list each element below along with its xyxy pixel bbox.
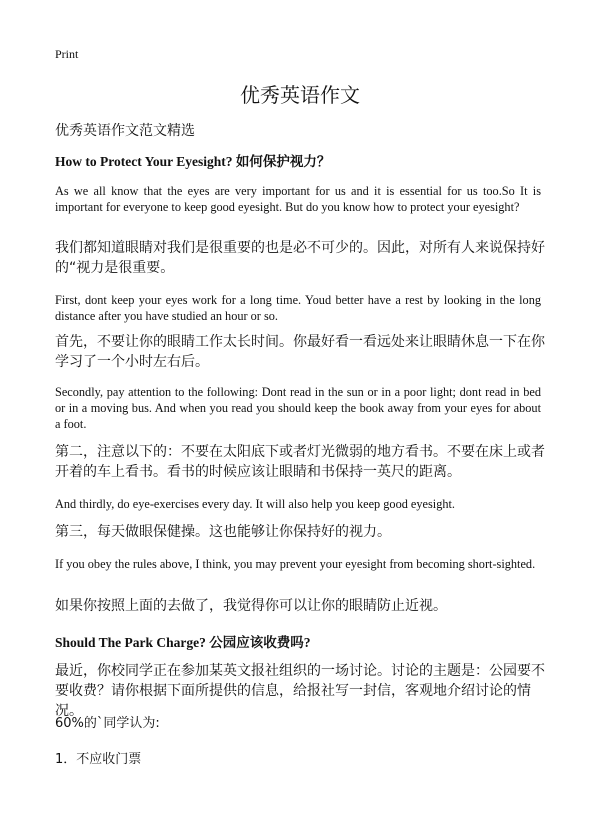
paragraph-english: If you obey the rules above, I think, you may prevent your eyesight from becoming short-sighted. [55, 557, 536, 571]
section-heading-park: Should The Park Charge? 公园应该收费吗? [55, 635, 311, 650]
paragraph-chinese: 第三，每天做眼保健操。这也能够让你保持好的视力。 [55, 524, 391, 540]
section-heading-eyesight: How to Protect Your Eyesight? 如何保护视力？ [55, 154, 331, 169]
paragraph-english: First, dont keep your eyes work for a long time. Youd better have a rest by looking in the long distance after you have studied an hour or so. [55, 293, 541, 323]
list-intro: 60%的`同学认为: [55, 716, 160, 731]
page-subtitle: 优秀英语作文范文精选 [55, 123, 195, 139]
paragraph-chinese: 我们都知道眼睛对我们是很重要的也是必不可少的。因此，对所有人来说保持好的“视力是很重要。 [55, 240, 545, 276]
list-item: 1．不应收门票 [55, 752, 142, 767]
page-title: 优秀英语作文 [240, 83, 360, 107]
paragraph-english: Secondly, pay attention to the following: Dont read in the sun or in a poor light; dont read in bed or in a moving bus. And when you read you should keep the book away from your eyes for about a foot. [55, 385, 541, 431]
paragraph-chinese: 第二，注意以下的：不要在太阳底下或者灯光微弱的地方看书。不要在床上或者开着的车上看书。看书的时候应该让眼睛和书保持一英尺的距离。 [55, 444, 545, 480]
paragraph-chinese: 首先，不要让你的眼睛工作太长时间。你最好看一看远处来让眼睛休息一下在你学习了一个小时左右后。 [55, 334, 545, 370]
print-link[interactable]: Print [55, 47, 79, 61]
paragraph-chinese: 最近，你校同学正在参加某英文报社组织的一场讨论。讨论的主题是：公园要不要收费？请你根据下面所提供的信息，给报社写一封信，客观地介绍讨论的情况。 [55, 663, 545, 719]
paragraph-english: And thirdly, do eye-exercises every day. It will also help you keep good eyesight. [55, 497, 455, 511]
paragraph-chinese: 如果你按照上面的去做了，我觉得你可以让你的眼睛防止近视。 [55, 598, 447, 614]
paragraph-english: As we all know that the eyes are very important for us and it is essential for us too.So It is important for everyone to keep good eyesight. But do you know how to protect your eyesight? [55, 184, 541, 214]
